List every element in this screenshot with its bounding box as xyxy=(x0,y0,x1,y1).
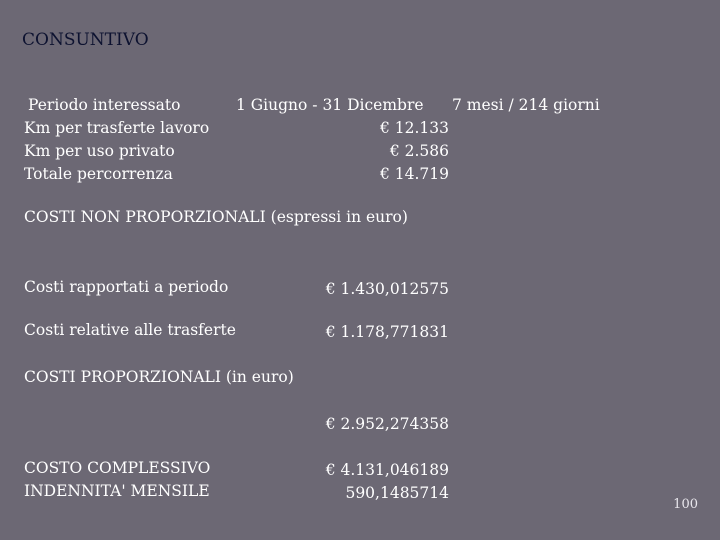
travel-costs-label: Costi relative alle trasferte xyxy=(24,321,236,339)
period-costs-value: € 1.430,012575 xyxy=(325,280,449,298)
non-proportional-heading: COSTI NON PROPORZIONALI (espressi in euro) xyxy=(24,208,408,226)
km-private-label: Km per uso privato xyxy=(24,142,175,160)
km-work-label: Km per trasferte lavoro xyxy=(24,119,210,137)
monthly-allowance-label: INDENNITA' MENSILE xyxy=(24,482,210,500)
total-cost-value: € 4.131,046189 xyxy=(325,461,449,479)
period-costs-label: Costi rapportati a periodo xyxy=(24,278,229,296)
page-number: 100 xyxy=(673,497,698,512)
period-duration: 7 mesi / 214 giorni xyxy=(452,96,600,114)
period-label: Periodo interessato xyxy=(28,96,181,114)
km-work-value: € 12.133 xyxy=(379,119,449,137)
period-value: 1 Giugno - 31 Dicembre xyxy=(236,96,424,114)
travel-costs-value: € 1.178,771831 xyxy=(325,323,449,341)
km-total-value: € 14.719 xyxy=(379,165,449,183)
km-total-label: Totale percorrenza xyxy=(24,165,173,183)
slide-title: CONSUNTIVO xyxy=(22,30,149,50)
monthly-allowance-value: 590,1485714 xyxy=(345,484,449,502)
km-private-value: € 2.586 xyxy=(389,142,449,160)
total-cost-label: COSTO COMPLESSIVO xyxy=(24,459,211,477)
proportional-value: € 2.952,274358 xyxy=(325,415,449,433)
proportional-heading: COSTI PROPORZIONALI (in euro) xyxy=(24,368,294,386)
